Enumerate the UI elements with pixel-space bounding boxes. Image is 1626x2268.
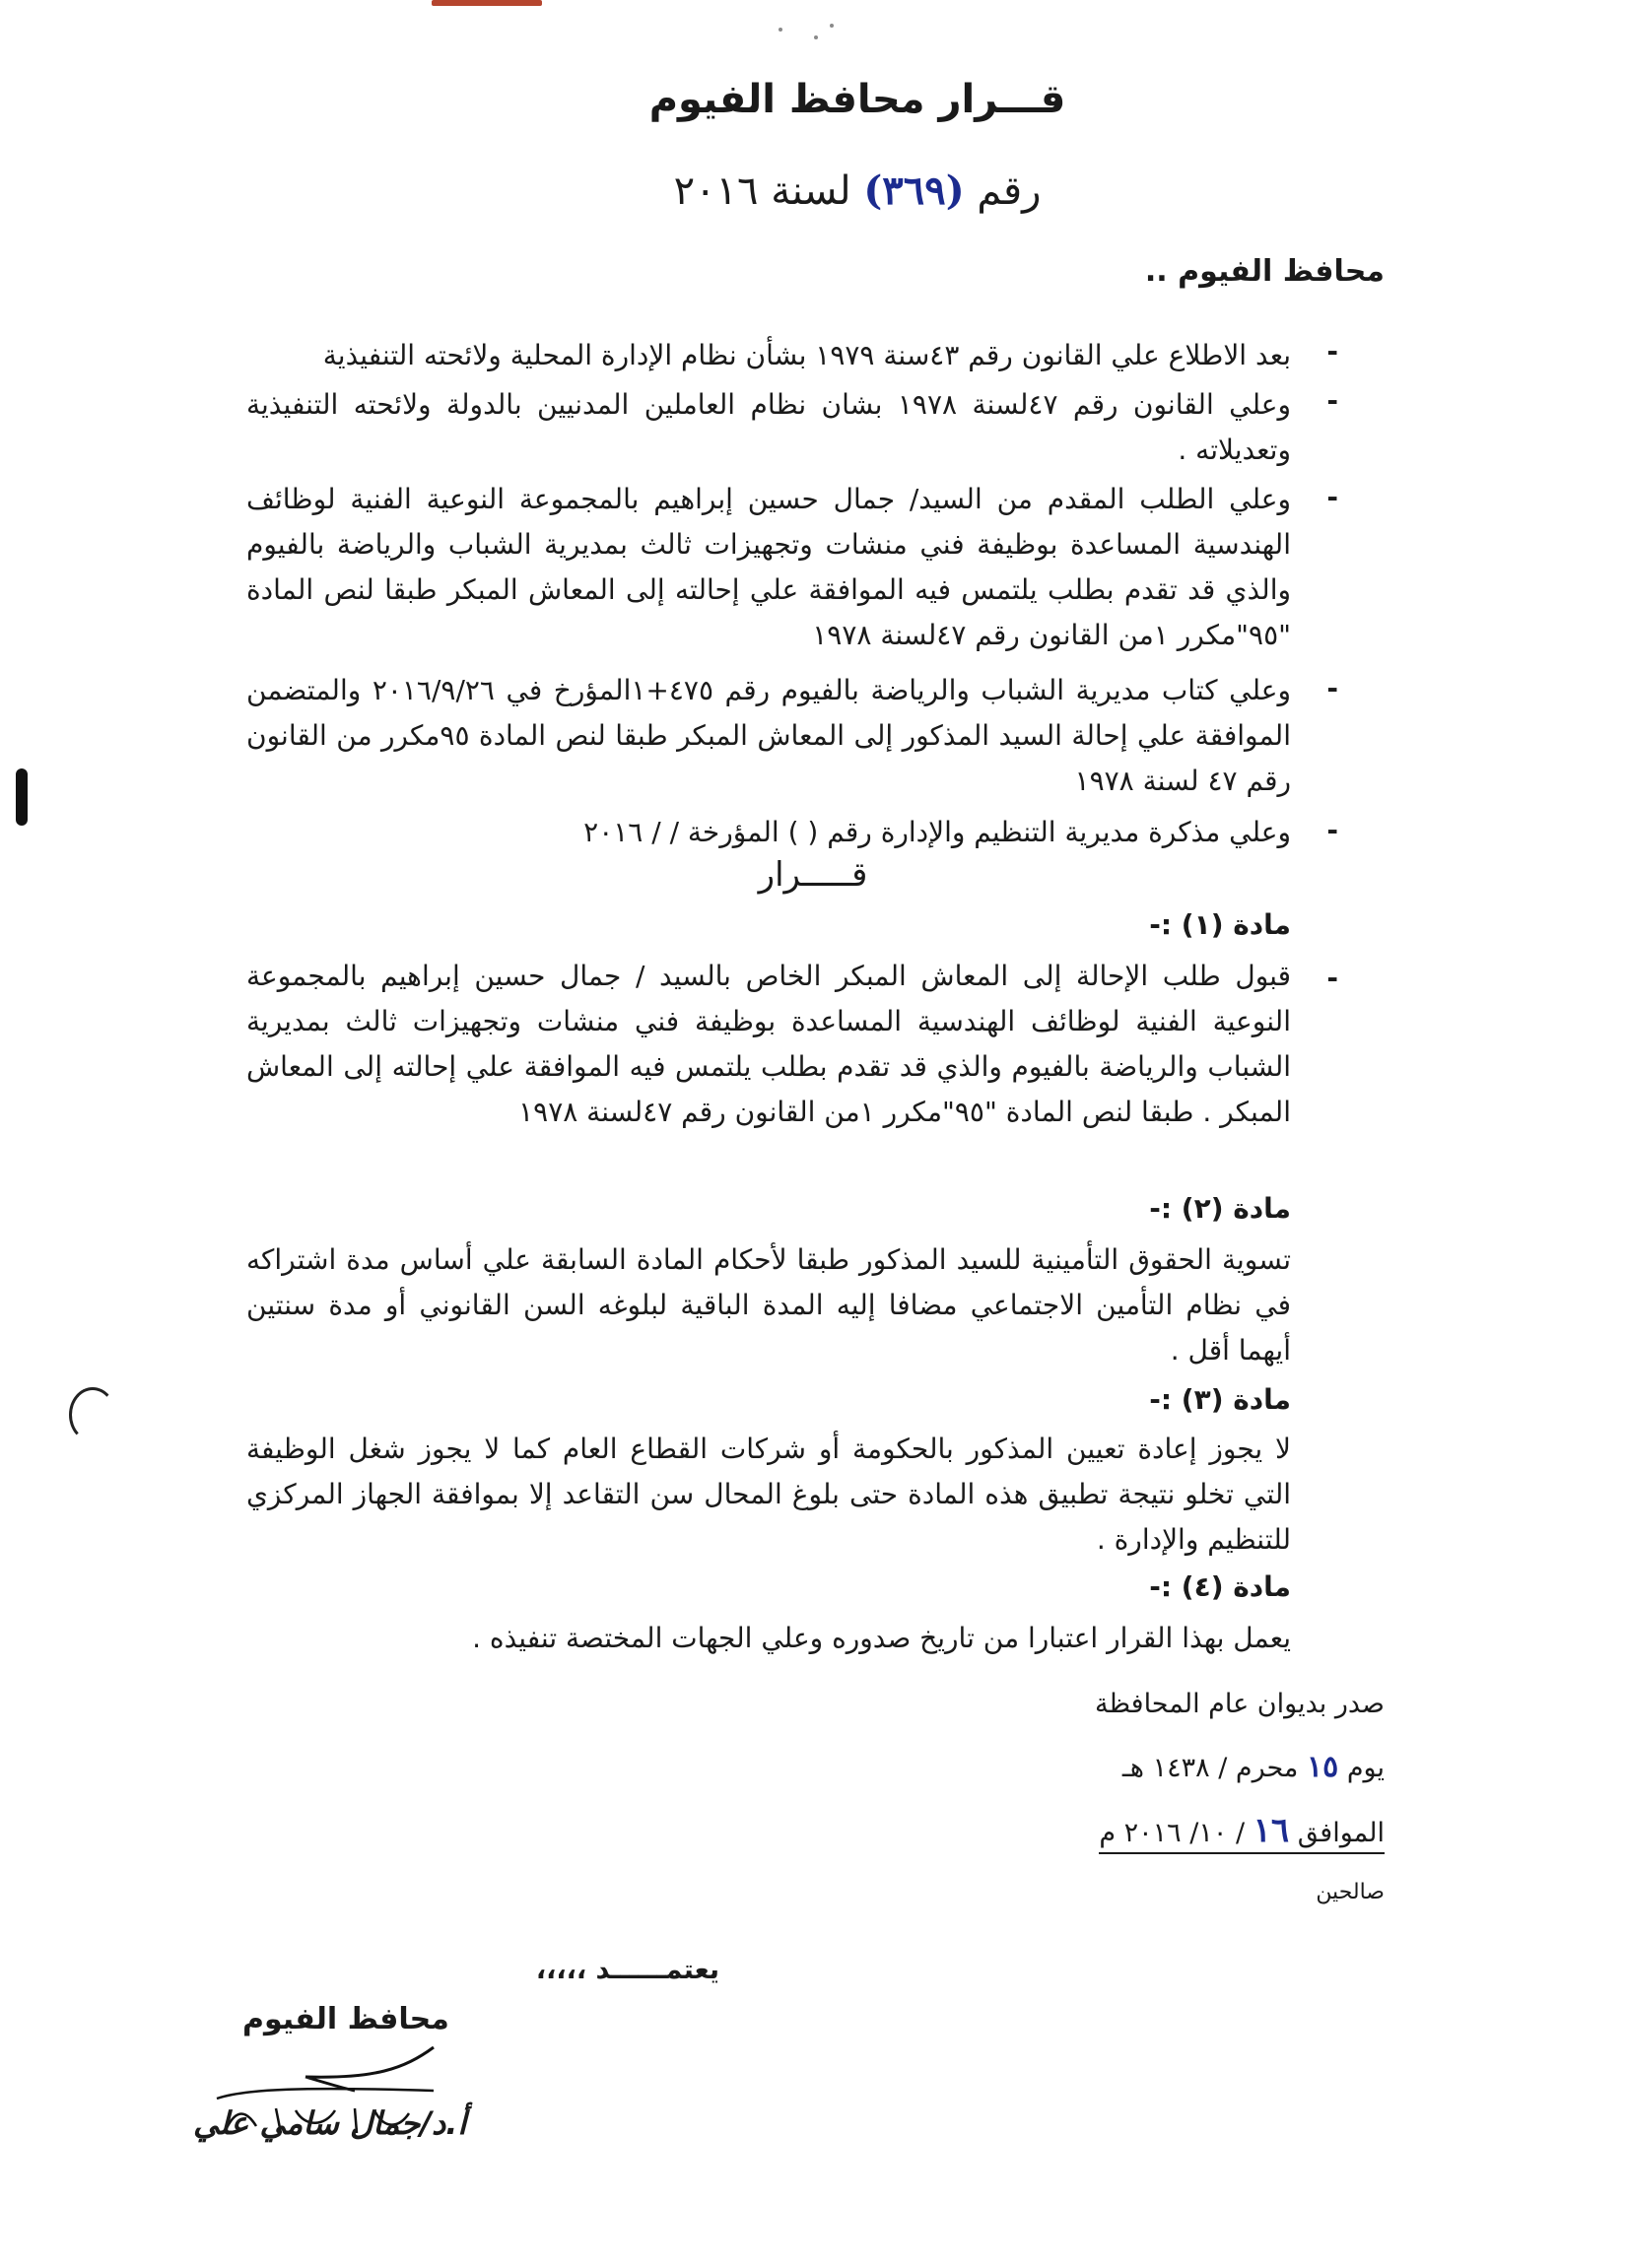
scan-speck bbox=[814, 35, 818, 39]
punch-hole bbox=[69, 1387, 116, 1442]
governor-title: محافظ الفيوم bbox=[242, 2002, 449, 2036]
approve-word: يعتمــــــد ،،،،، bbox=[535, 1955, 719, 1985]
bullet-dash: - bbox=[1326, 335, 1338, 367]
hijri-day-handwritten: ١٥ bbox=[1306, 1750, 1339, 1784]
bullet-dash: - bbox=[1326, 962, 1338, 994]
bullet-dash: - bbox=[1326, 384, 1338, 417]
punch-hole-mark bbox=[16, 768, 28, 826]
bullet-dash: - bbox=[1326, 814, 1338, 846]
issued-gregorian-date bbox=[1099, 1811, 1385, 1854]
decree-number-handwritten: (٣٦٩) bbox=[863, 167, 965, 214]
article-3-text: لا يجوز إعادة تعيين المذكور بالحكومة أو شركات القطاع العام كما لا يجوز شغل الوظيفة التي تخلو نتيجة تطبيق هذه المادة حتى بلوغ المحال سن التقاعد إلا بموافقة الجهاز المركزي للتنظيم والإدارة . bbox=[246, 1433, 1291, 1556]
number-prefix: رقم bbox=[977, 168, 1042, 214]
scan-speck bbox=[779, 28, 782, 32]
top-edge-mark bbox=[432, 0, 542, 6]
preamble-item: وعلي مذكرة مديرية التنظيم والإدارة رقم ( ) المؤرخة / / ٢٠١٦ bbox=[583, 816, 1291, 848]
bullet-dash: - bbox=[1326, 672, 1338, 704]
hijri-rest: محرم / ١٤٣٨ هـ bbox=[1121, 1753, 1299, 1783]
greg-prefix: الموافق bbox=[1297, 1818, 1385, 1848]
preamble-item: بعد الاطلاع علي القانون رقم ٤٣سنة ١٩٧٩ بشأن نظام الإدارة المحلية ولائحته التنفيذية bbox=[322, 339, 1291, 371]
preamble-item: وعلي الطلب المقدم من السيد/ جمال حسين إبراهيم بالمجموعة النوعية الفنية لوظائف الهندسية المساعدة بوظيفة فني منشات وتجهيزات ثالث بمديرية الشباب والرياضة بالفيوم والذي قد تقدم بطلب يلتمس فيه الموافقة علي إحالته إلى المعاش المبكر طبقا لنص المادة "٩٥"مكرر ١من القانون رقم ٤٧لسنة ١٩٧٨ bbox=[246, 483, 1291, 651]
article-2-text: تسوية الحقوق التأمينية للسيد المذكور طبقا لأحكام المادة السابقة علي أساس مدة اشتراكه في نظام التأمين الاجتماعي مضافا إليه المدة الباقية لبلوغه السن القانوني أو مدة سنتين أيهما أقل . bbox=[246, 1243, 1291, 1367]
greg-rest: / ١٠/ ٢٠١٦ م bbox=[1099, 1818, 1246, 1848]
clerk-name: صالحين bbox=[1316, 1880, 1385, 1904]
number-suffix: لسنة ٢٠١٦ bbox=[673, 168, 851, 214]
issued-place: صدر بديوان عام المحافظة bbox=[1095, 1689, 1385, 1719]
issued-hijri-date bbox=[1122, 1750, 1385, 1784]
governor-heading: محافظ الفيوم .. bbox=[1144, 254, 1385, 289]
article-4-label: مادة (٤) :- bbox=[1149, 1570, 1291, 1603]
preamble-item: وعلي القانون رقم ٤٧لسنة ١٩٧٨ بشان نظام العاملين المدنيين بالدولة ولائحته التنفيذية وتعديلاته . bbox=[246, 388, 1291, 466]
preamble-item: وعلي كتاب مديرية الشباب والرياضة بالفيوم رقم ٤٧٥+١المؤرخ في ٢٠١٦/٩/٢٦ والمتضمن الموافقة علي إحالة السيد المذكور إلى المعاش المبكر طبقا لنص المادة ٩٥مكرر من القانون رقم ٤٧ لسنة ١٩٧٨ bbox=[246, 674, 1291, 797]
article-2-label: مادة (٢) :- bbox=[1149, 1192, 1291, 1225]
article-3-label: مادة (٣) :- bbox=[1149, 1383, 1291, 1416]
article-4-text: يعمل بهذا القرار اعتبارا من تاريخ صدوره وعلي الجهات المختصة تنفيذه . bbox=[472, 1622, 1291, 1654]
signature-name: أ.د/جمال سامي علي bbox=[193, 2104, 467, 2142]
scan-speck bbox=[830, 24, 834, 28]
hijri-prefix: يوم bbox=[1346, 1753, 1385, 1783]
decree-title: قـــرار محافظ الفيوم bbox=[648, 77, 1066, 122]
article-1-text: قبول طلب الإحالة إلى المعاش المبكر الخاص بالسيد / جمال حسين إبراهيم بالمجموعة النوعية الفنية لوظائف الهندسية المساعدة بوظيفة فني منشات وتجهيزات ثالث بمديرية الشباب والرياضة بالفيوم والذي قد تقدم بطلب يلتمس فيه الموافقة علي إحالته إلى المعاش المبكر . طبقا لنص المادة "٩٥"مكرر ١من القانون رقم ٤٧لسنة ١٩٧٨ bbox=[246, 960, 1291, 1128]
article-1-label: مادة (١) :- bbox=[1149, 908, 1291, 941]
bullet-dash: - bbox=[1326, 481, 1338, 513]
greg-day-handwritten: ١٦ bbox=[1253, 1811, 1290, 1850]
decision-heading: قـــــرار bbox=[758, 855, 868, 895]
decree-number-line bbox=[0, 167, 1626, 214]
